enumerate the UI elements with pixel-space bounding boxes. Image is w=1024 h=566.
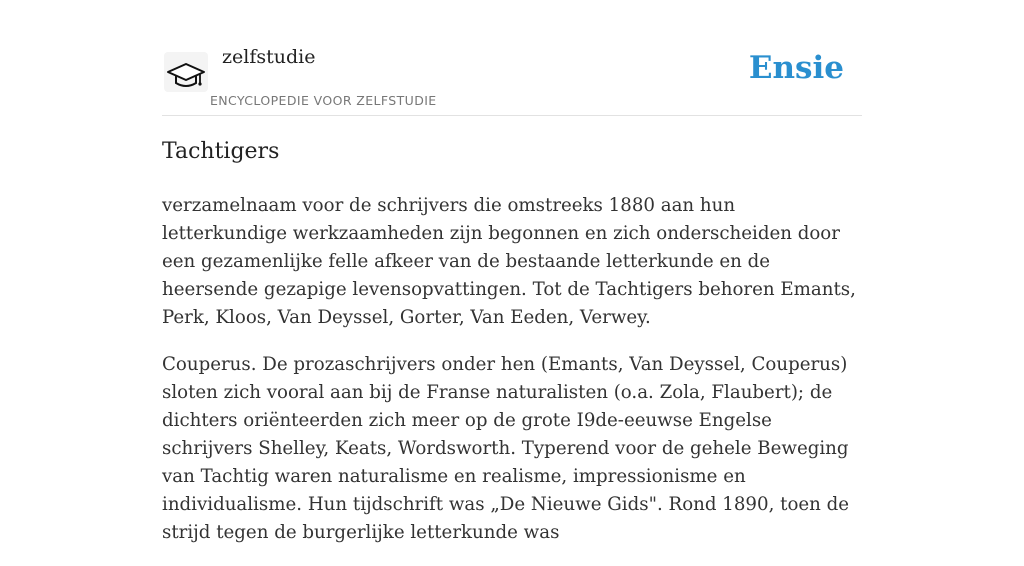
article-paragraph: Couperus. De prozaschrijvers onder hen (Emants, Van Deyssel, Couperus) sloten zich vooral aan bij de Franse naturalisten (o.a. Zola, Flaubert); de dichters oriënteerden zich meer op de grote I9de-eeuwse Engelse schrijvers Shelley, Keats, Wordsworth. Typerend voor de gehele Beweging van Tachtig waren naturalisme en realisme, impressionisme en individualisme. Hun tijdschrift was „De Nieuwe Gids". Rond 1890, toen de strijd tegen de burgerlijke letterkunde was [162,354,850,543]
article-title: Tachtigers [162,139,280,164]
article-paragraph: verzamelnaam voor de schrijvers die omstreeks 1880 aan hun letterkundige werkzaamheden zijn begonnen en zich onderscheiden door een gezamenlijke felle afkeer van de bestaande letterkunde en de heersende gezapige levensopvattingen. Tot de Tachtigers behoren Emants, Perk, Kloos, Van Deyssel, Gorter, Van Eeden, Verwey. [162,195,856,328]
graduation-cap-icon[interactable] [164,52,208,92]
article-body [162,192,862,566]
brand-logo[interactable]: Ensie [748,50,844,86]
site-tagline: ENCYCLOPEDIE VOOR ZELFSTUDIE [210,93,437,108]
site-name[interactable]: zelfstudie [222,46,316,68]
site-header [162,40,862,116]
